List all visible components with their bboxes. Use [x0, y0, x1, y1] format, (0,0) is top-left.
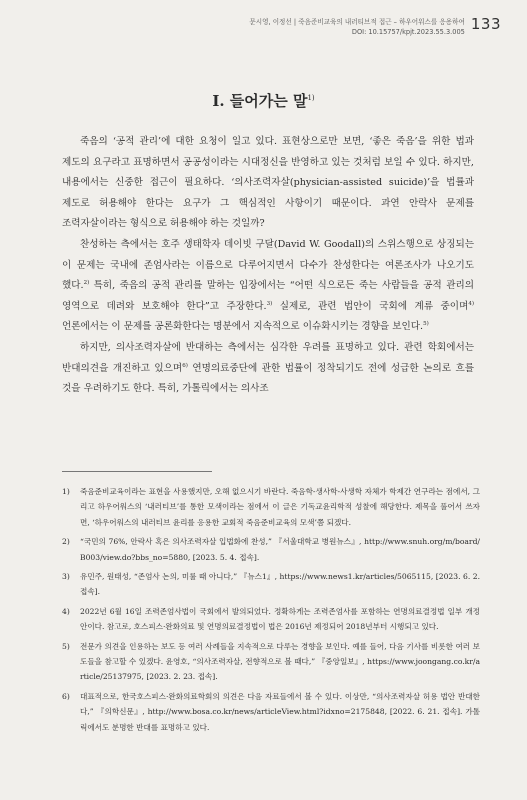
footnote-ref[interactable]: 6)	[182, 362, 188, 369]
footnote	[62, 484, 480, 530]
footnote-ref[interactable]: 4)	[468, 300, 474, 307]
page-number: 133	[470, 15, 501, 33]
footnote-divider	[62, 471, 212, 472]
running-header	[60, 14, 501, 37]
footnote-text: 대표적으로, 한국호스피스·완화의료학회의 의견은 다음 자료들에서 볼 수 있다. 이상만, “의사조력자살 허용 법안 반대한다,” 『의학신문』, http://www.bosa.co.kr/news/articleView.html?idxno=2175848, [2022. 6. 21. 접속]. 가톨릭에서도 분명한 반대를 표명하고 있다.	[80, 691, 480, 732]
footnote-text: “국민의 76%, 안락사 혹은 의사조력자살 입법화에 찬성,” 『서울대학교 병원뉴스』, http://www.snuh.org/m/board/B003/view.do?bbs_no=5880, [2023. 5. 4. 접속].	[80, 537, 480, 562]
running-head: 문시영, 이정선 | 죽음준비교육의 내러티브적 접근 – 하우어워스를 응용하여	[249, 18, 465, 26]
body-text	[62, 132, 474, 400]
footnote-ref[interactable]: 5)	[423, 321, 429, 328]
footnote-number: 3)	[62, 572, 70, 582]
footnote	[62, 689, 480, 735]
footnote-number: 6)	[62, 691, 70, 701]
footnote-number: 5)	[62, 641, 70, 651]
footnote-number: 2)	[62, 537, 70, 547]
text-run: 언론에서는 이 문제를 공론화한다는 명분에서 지속적으로 이슈화시키는 경향을 보인다.	[62, 321, 424, 333]
footnote-ref[interactable]: 2)	[83, 279, 90, 286]
footnote	[62, 639, 480, 685]
footnote-text: 유민주, 원태성, “존엄사 논의, 미룰 때 아니다,” 『뉴스1』, https://www.news1.kr/articles/5065115, [2023. 6. 2. 접속].	[80, 572, 480, 597]
footnote-number: 1)	[62, 487, 70, 496]
footnote-ref[interactable]: 3)	[266, 300, 273, 307]
text-run: 찬성하는 측에서는 호주 생태학자 데이빗 구달(David W. Goodall)의 스위스행으로 상징되는 이 문제는 국내에 존엄사라는 이름으로 다루어지면서 다수가 찬성한다는 여론조사가 나오기도 했다.	[62, 238, 474, 292]
text-run: 특히, 죽음의 공적 관리를 말하는 입장에서는 “어떤 식으로든 죽는 사람들을 공적 관리의 영역으로 데려와 보호해야 한다”고 주장한다.	[62, 280, 474, 312]
paragraph	[62, 338, 474, 400]
text-run: 실제로, 관련 법안이 국회에 계류 중이며	[272, 300, 469, 312]
footnote	[62, 534, 480, 565]
footnote-ref-1[interactable]: 1)	[307, 94, 315, 102]
header-text	[249, 17, 464, 37]
text-run: 하지만, 의사조력자살에 반대하는 측에서는 심각한 우려를 표명하고 있다. 관련 학회에서는 반대의견을 개진하고 있으며	[62, 341, 474, 374]
footnote	[62, 569, 480, 600]
footnote-number: 4)	[62, 606, 70, 616]
paragraph	[62, 235, 474, 338]
footnote-text: 죽음준비교육이라는 표현을 사용했지만, 오해 없으시기 바란다. 죽음학-생사학-사생학 자체가 학제간 연구라는 점에서, 그리고 하우어워스의 ‘내러티브’를 통한 모색이라는 점에서 이 글은 기독교윤리학적 성찰에 해당한다. 제목을 풀어서 쓰자면, ‘하우어워스의 내러티브 윤리를 응용한 교회적 죽음준비교육의 모색’쯤 되겠다.	[80, 487, 480, 527]
footnotes	[62, 484, 480, 739]
section-title	[0, 90, 527, 111]
paragraph	[62, 132, 474, 235]
footnote-text: 2022년 6월 16일 조력존엄사법이 국회에서 발의되었다. 정확하게는 조력존엄사를 포함하는 연명의료결정법 일부 개정안이다. 참고로, 호스피스·완화의료 및 연명의료결정법이 법은 2016년 제정되어 2018년부터 시행되고 있다.	[80, 606, 480, 632]
footnote	[62, 604, 480, 635]
footnote-text: 전문가 의견을 인용하는 보도 등 여러 사례들을 지속적으로 다루는 경향을 보인다. 예를 들어, 다음 기사를 비롯한 여러 보도들을 참고할 수 있겠다. 윤영호, “의사조력자살, 전향적으로 볼 때다,” 『중앙일보』, https://www.joongang.co.kr/article/25137975, [2023. 2. 23. 접속].	[80, 641, 480, 682]
text-run: 연명의료중단에 관한 법률이 정착되기도 전에 성급한 논의로 흐를 것을 우려하기도 한다. 특히, 가톨릭에서는 의사조	[62, 362, 475, 395]
text-run: 죽음의 ‘공적 관리’에 대한 요청이 일고 있다. 표현상으로만 보면, ‘좋은 죽음’을 위한 법과 제도의 요구라고 표명하면서 공공성이라는 시대정신을 반영하고 있는 것처럼 보일 수 있다. 하지만, 내용에서는 신중한 접근이 필요하다. ‘의사조력자살(physician-assisted suicide)’을 법률과 제도로 허용해야 한다는 요구가 그 핵심적인 사항이기 때문이다. 과연 안락사 문제를 조력자살이라는 형식으로 허용해야 하는 것일까?	[62, 136, 474, 230]
section-title-text: I. 들어가는 말	[212, 92, 308, 110]
doi: DOI: 10.15757/kpjt.2023.55.3.005	[351, 28, 465, 36]
